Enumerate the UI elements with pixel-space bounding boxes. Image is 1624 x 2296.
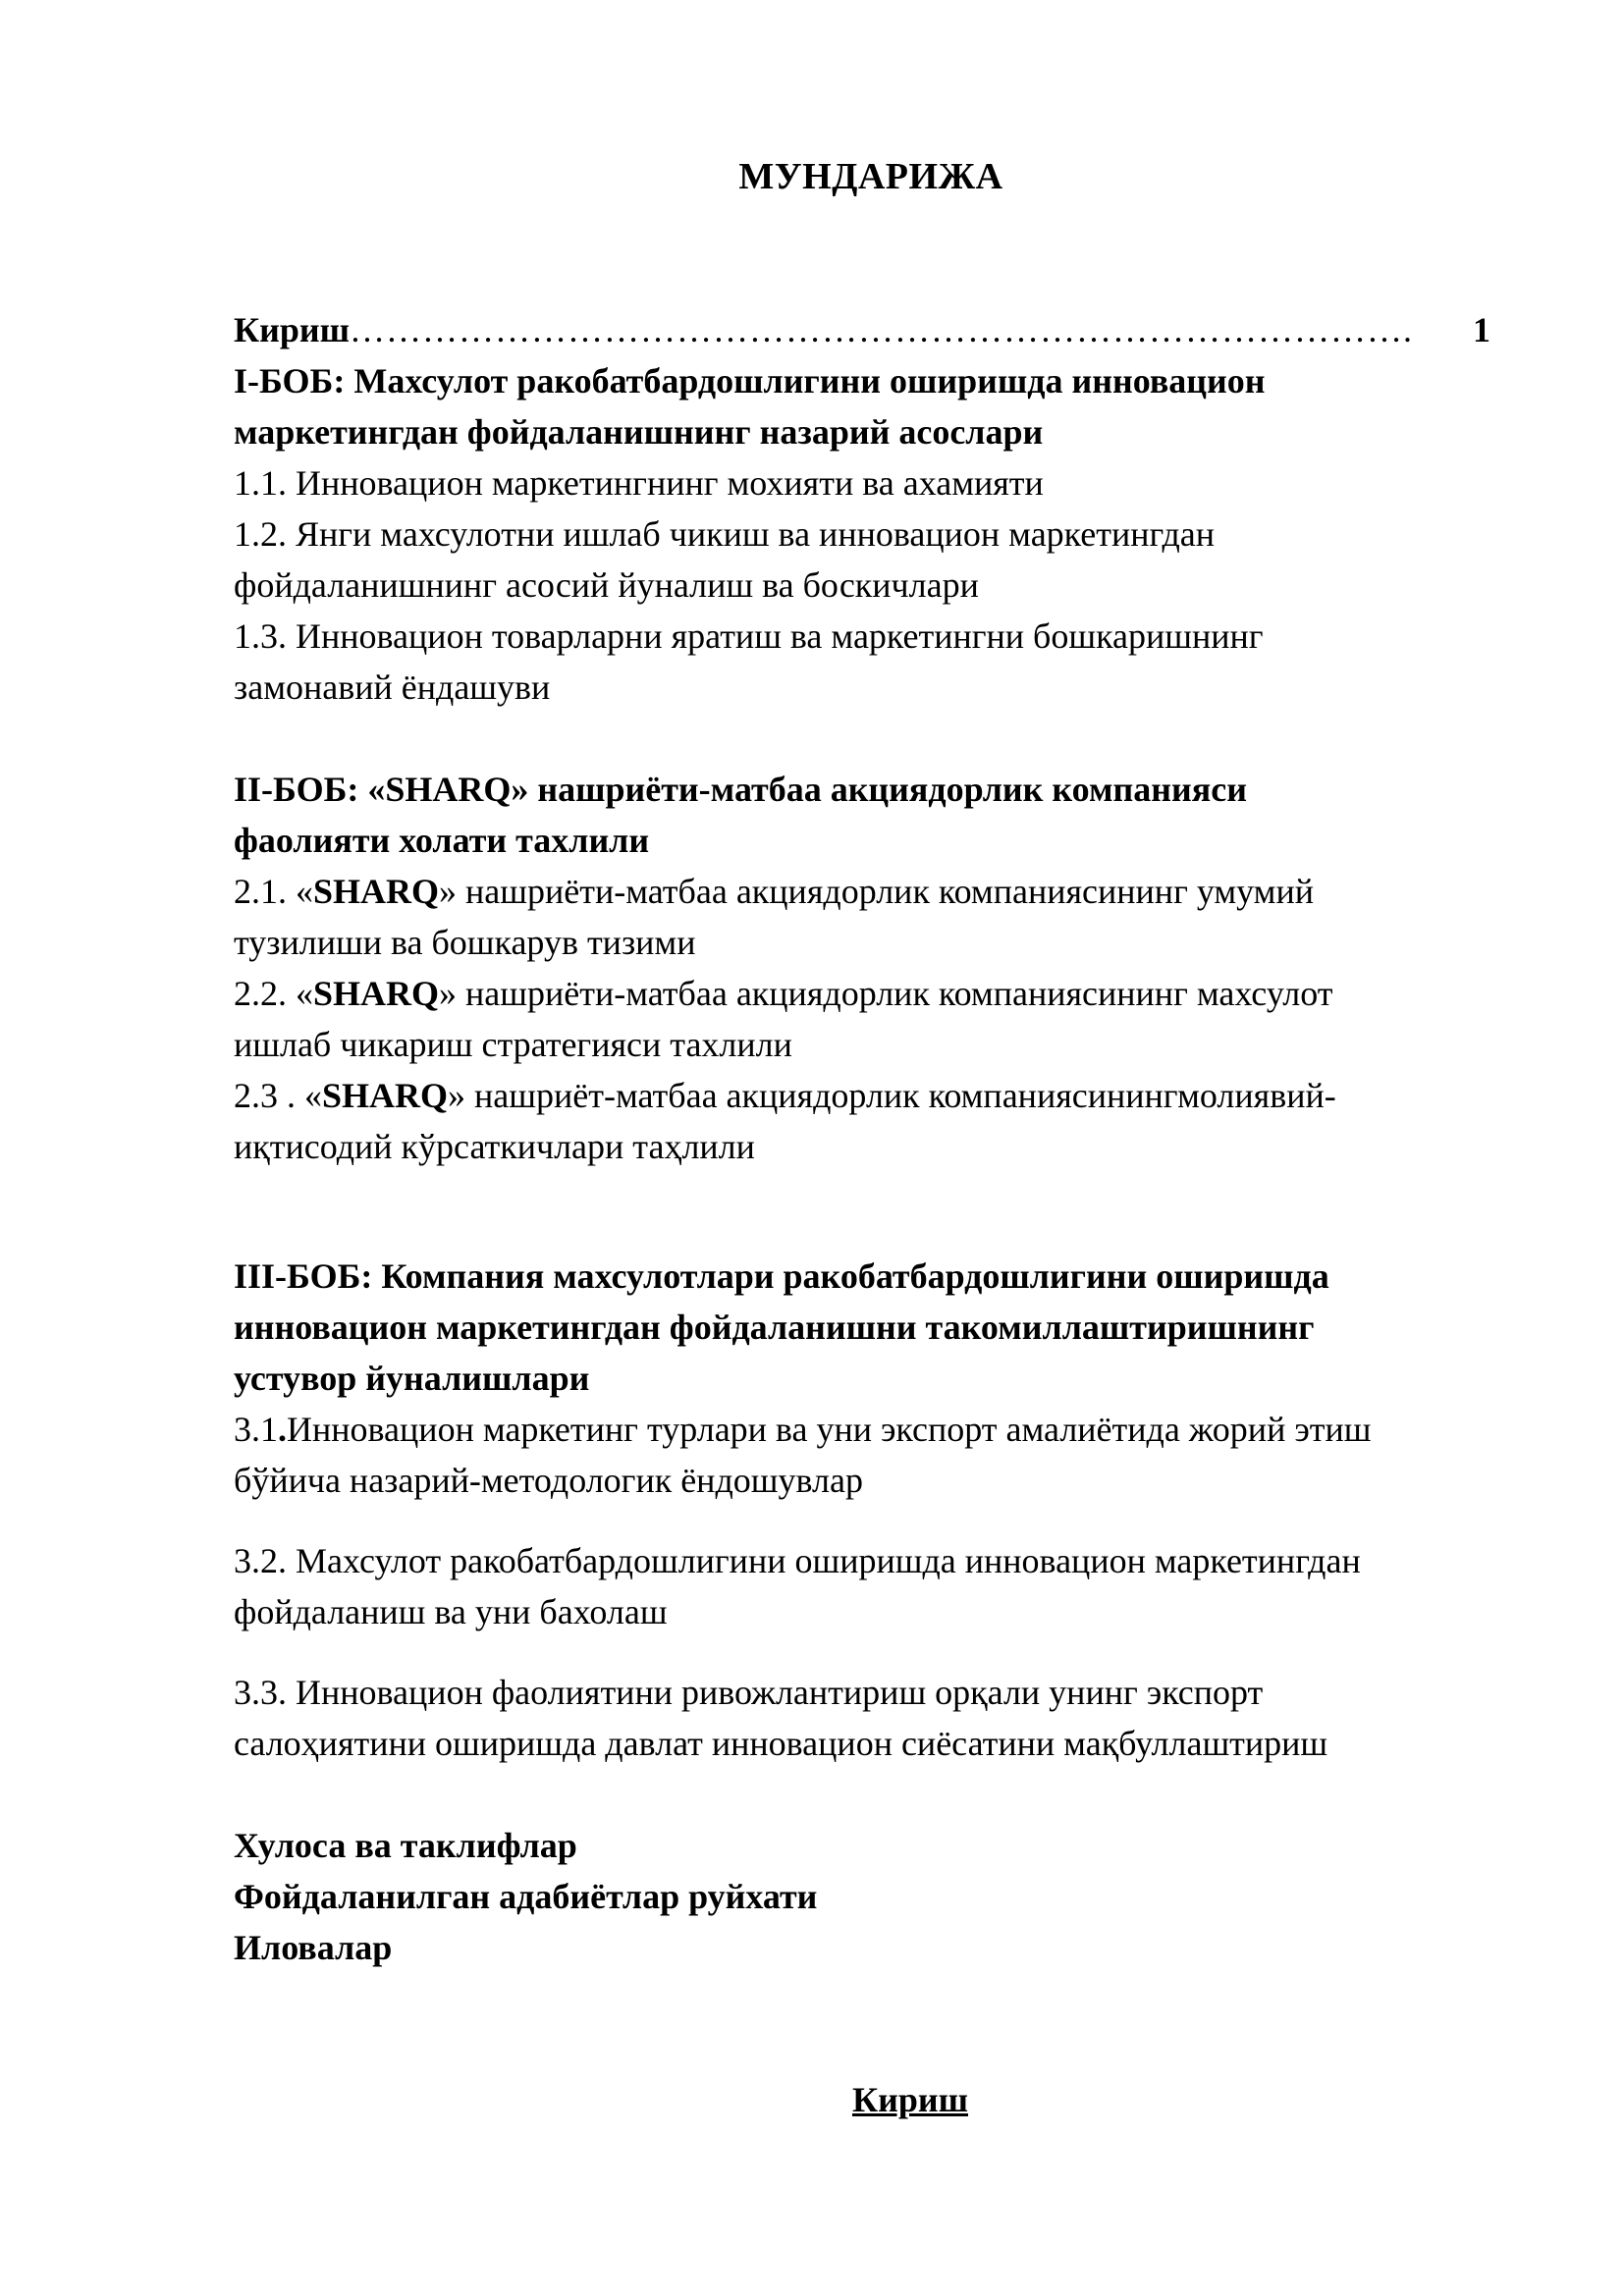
next-section-heading: Кириш xyxy=(852,2080,969,2119)
section-3-2-line-2: фойдаланиш ва уни бахолаш xyxy=(234,1592,668,1631)
section-2-1-line-2: тузилиши ва бошкарув тизими xyxy=(234,923,696,962)
toc-references: Фойдаланилган адабиётлар руйхати xyxy=(234,1877,818,1916)
section-3-2-line-1: 3.2. Махсулот ракобатбардошлигини оширишда инновацион маркетингдан xyxy=(234,1541,1361,1580)
chapter-3-title-line-3: устувор йуналишлари xyxy=(234,1359,590,1398)
chapter-3-title-line-2: инновацион маркетингдан фойдаланишни такомиллаштиришнинг xyxy=(234,1308,1315,1347)
page-title: МУНДАРИЖА xyxy=(738,156,1003,197)
section-1-2-line-2: фойдаланишнинг асосий йуналиш ва боскичлари xyxy=(234,565,979,605)
table-of-contents xyxy=(234,304,1490,1973)
toc-page-number: 1 xyxy=(1473,310,1490,349)
section-2-3-line-2: иқтисодий кўрсаткичлари таҳлили xyxy=(234,1127,755,1166)
section-1-3-line-1: 1.3. Инновацион товарларни яратиш ва маркетингни бошкаришнинг xyxy=(234,616,1264,656)
section-1-1: 1.1. Инновацион маркетингнинг мохияти ва ахамияти xyxy=(234,463,1044,503)
section-2-2-line-1: 2.2. «SHARQ» нашриёти-матбаа акциядорлик компаниясининг махсулот xyxy=(234,974,1333,1013)
chapter-2-title-line-2: фаолияти холати тахлили xyxy=(234,821,650,860)
chapter-1-title-line-1: I-БОБ: Махсулот ракобатбардошлигини оширишда инновацион xyxy=(234,361,1266,400)
chapter-1-title-line-2: маркетингдан фойдаланишнинг назарий асослари xyxy=(234,412,1044,452)
section-1-2-line-1: 1.2. Янги махсулотни ишлаб чикиш ва инновацион маркетингдан xyxy=(234,514,1216,554)
chapter-3-title-line-1: III-БОБ: Компания махсулотлари ракобатбардошлигини оширишда xyxy=(234,1256,1329,1296)
section-1-3-line-2: замонавий ёндашуви xyxy=(234,667,551,707)
toc-entry-intro xyxy=(234,304,1490,355)
section-3-1-line-1: 3.1.Инновацион маркетинг турлари ва уни экспорт амалиётида жорий этиш xyxy=(234,1410,1372,1449)
section-3-3-line-2: салоҳиятини оширишда давлат инновацион сиёсатини мақбуллаштириш xyxy=(234,1724,1328,1763)
toc-conclusion: Хулоса ва таклифлар xyxy=(234,1826,577,1865)
toc-leader-dots: ……………………………………………………………………………. xyxy=(350,310,1414,349)
toc-appendices: Иловалар xyxy=(234,1928,393,1967)
toc-intro-label: Кириш xyxy=(234,310,351,349)
chapter-2-title-line-1: II-БОБ: «SHARQ» нашриёти-матбаа акциядорлик компанияси xyxy=(234,770,1247,809)
section-2-3-line-1: 2.3 . «SHARQ» нашриёт-матбаа акциядорлик компаниясинингмолиявий- xyxy=(234,1076,1336,1115)
section-2-1-line-1: 2.1. «SHARQ» нашриёти-матбаа акциядорлик компаниясининг умумий xyxy=(234,872,1314,911)
section-2-2-line-2: ишлаб чикариш стратегияси тахлили xyxy=(234,1025,792,1064)
section-3-1-line-2: бўйича назарий-методологик ёндошувлар xyxy=(234,1461,863,1500)
section-3-3-line-1: 3.3. Инновацион фаолиятини ривожлантириш орқали унинг экспорт xyxy=(234,1673,1264,1712)
